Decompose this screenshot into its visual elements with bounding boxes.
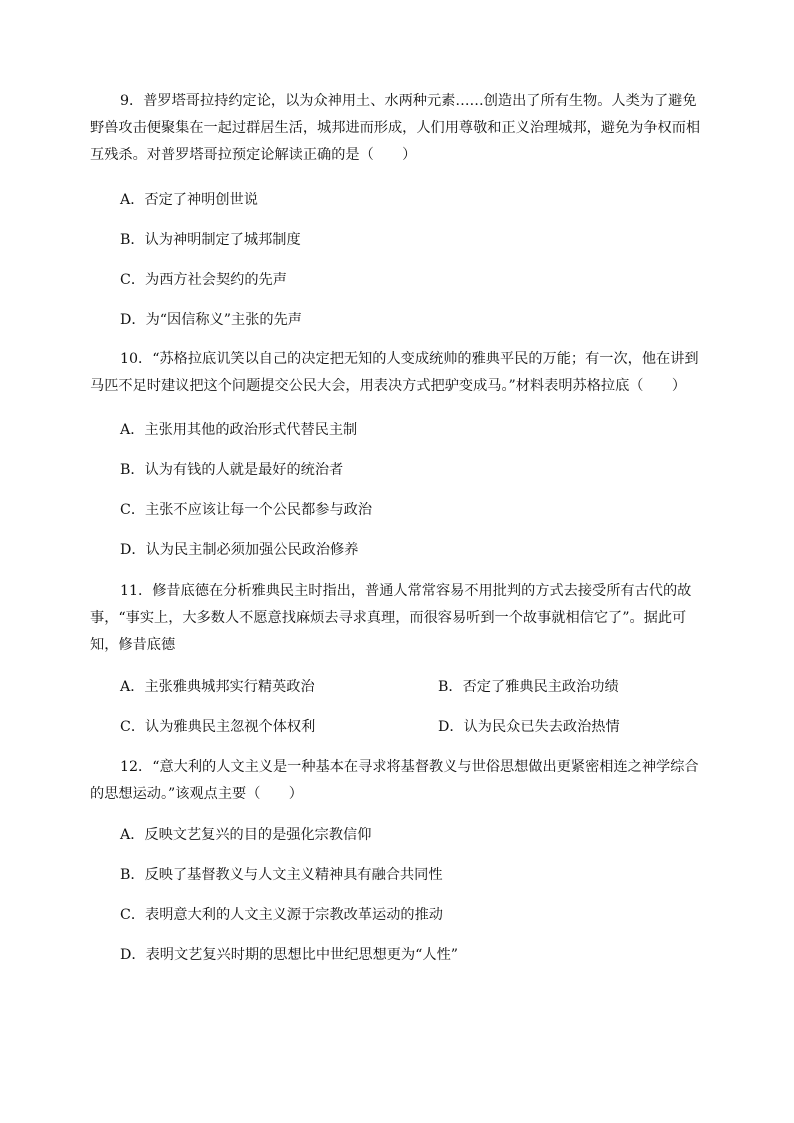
question-11 — [90, 578, 708, 659]
option-d: D．表明文艺复兴时期的思想比中世纪思想更为“人性” — [120, 947, 459, 963]
option-c: C．为西方社会契约的先声 — [120, 272, 287, 288]
question-9 — [90, 88, 708, 169]
option-b: B．否定了雅典民主政治功绩 — [438, 679, 619, 695]
question-stem: 11．修昔底德在分析雅典民主时指出，普通人常常容易不用批判的方式去接受所有古代的故事，“事实上，大多数人不愿意找麻烦去寻求真理，而很容易听到一个故事就相信它了”。据此可知，修昔底德 — [90, 583, 692, 653]
question-stem: 10．“苏格拉底讥笑以自己的决定把无知的人变成统帅的雅典平民的万能；有一次，他在讲到马匹不足时建议把这个问题提交公民大会，用表决方式把驴变成马。”材料表明苏格拉底（ ） — [90, 351, 699, 394]
question-12 — [90, 754, 708, 808]
option-b: B．反映了基督教义与人文主义精神具有融合共同性 — [120, 867, 443, 883]
option-a: A．否定了神明创世说 — [120, 192, 258, 208]
option-b: B．认为有钱的人就是最好的统治者 — [120, 462, 344, 478]
option-d: D．认为民主制必须加强公民政治修养 — [120, 542, 359, 558]
option-c: C．主张不应该让每一个公民都参与政治 — [120, 502, 373, 518]
option-c: C．认为雅典民主忽视个体权利 — [120, 719, 316, 735]
option-d: D．为“因信称义”主张的先声 — [120, 312, 302, 328]
option-c: C．表明意大利的人文主义源于宗教改革运动的推动 — [120, 907, 443, 923]
question-10 — [90, 346, 708, 400]
option-d: D．认为民众已失去政治热情 — [438, 719, 620, 735]
option-b: B．认为神明制定了城邦制度 — [120, 232, 301, 248]
option-a: A．主张用其他的政治形式代替民主制 — [120, 422, 358, 438]
option-a: A．反映文艺复兴的目的是强化宗教信仰 — [120, 827, 372, 843]
option-a: A．主张雅典城邦实行精英政治 — [120, 679, 315, 695]
question-stem: 9．普罗塔哥拉持约定论，以为众神用土、水两种元素……创造出了所有生物。人类为了避免野兽攻击便聚集在一起过群居生活，城邦进而形成，人们用尊敬和正义治理城邦，避免为争权而相互残杀。对普罗塔哥拉预定论解读正确的是（ ） — [90, 93, 701, 163]
question-stem: 12．“意大利的人文主义是一种基本在寻求将基督教义与世俗思想做出更紧密相连之神学综合的思想运动。”该观点主要（ ） — [90, 759, 699, 802]
